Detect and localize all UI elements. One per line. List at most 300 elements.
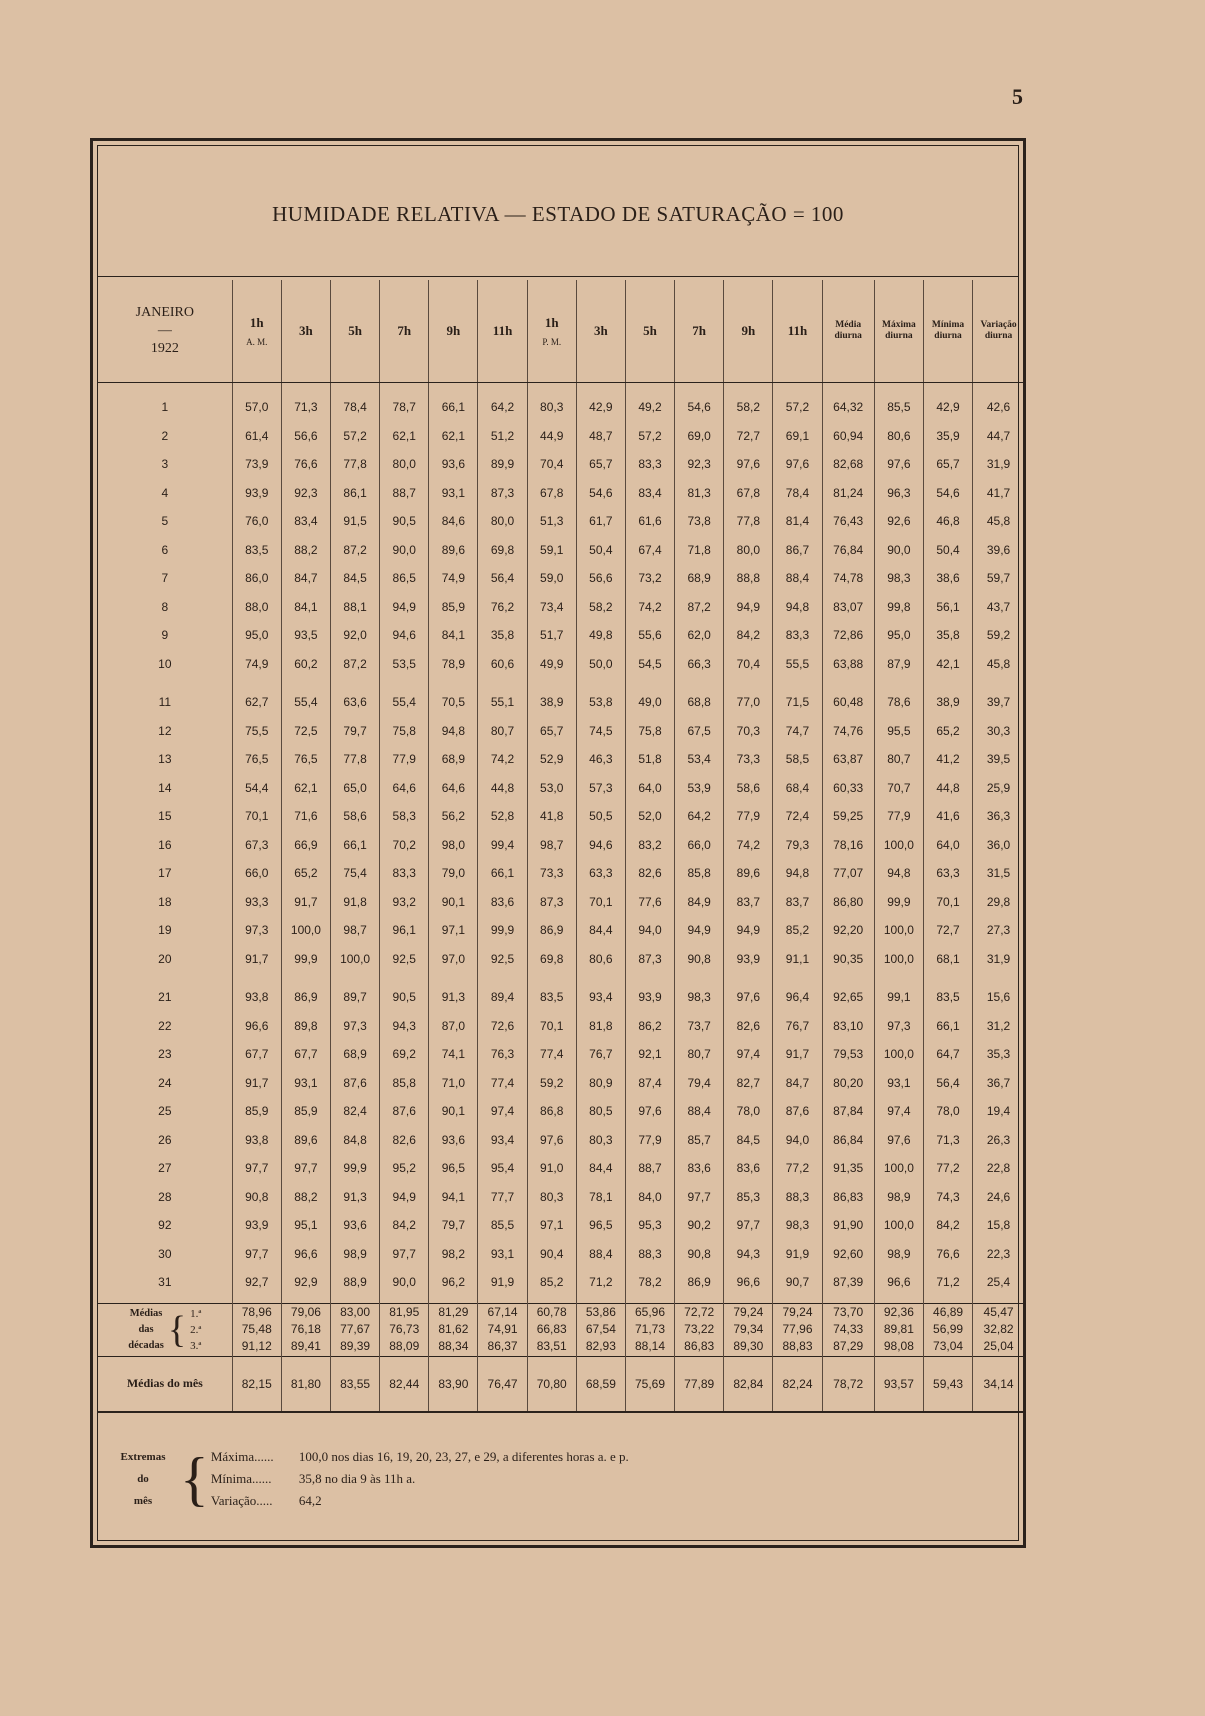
day-cell: 10 xyxy=(158,656,172,671)
value-cell: 25,9 xyxy=(973,774,1024,803)
decade-value: 73,22 xyxy=(684,1322,715,1336)
value-cell: 80,3 xyxy=(576,1126,625,1155)
value-cell: 60,94 xyxy=(822,422,874,451)
decade-value: 73,70 xyxy=(833,1305,864,1319)
value-cell: 74,2 xyxy=(724,831,773,860)
value-cell: 79,4 xyxy=(675,1069,724,1098)
table-row xyxy=(98,1183,1024,1212)
decade-label-word: das xyxy=(138,1323,154,1335)
extremes-lines xyxy=(211,1446,629,1512)
value-cell: 86,2 xyxy=(625,1012,674,1041)
value-cell: 72,86 xyxy=(822,621,874,650)
hour-header xyxy=(232,280,281,383)
value-cell: 77,9 xyxy=(625,1126,674,1155)
month-mean-cell: 82,44 xyxy=(380,1356,429,1412)
decade-value: 76,18 xyxy=(290,1322,321,1336)
value-cell: 97,6 xyxy=(527,1126,576,1155)
month-mean-cell: 81,80 xyxy=(281,1356,330,1412)
decade-value: 65,96 xyxy=(635,1305,666,1319)
value-cell: 97,3 xyxy=(874,1012,923,1041)
value-cell: 73,7 xyxy=(675,1012,724,1041)
value-cell: 83,6 xyxy=(478,888,527,917)
value-cell: 74,9 xyxy=(232,650,281,679)
value-cell: 100,0 xyxy=(874,916,923,945)
value-cell: 57,2 xyxy=(625,422,674,451)
value-cell: 91,7 xyxy=(773,1040,822,1069)
value-cell: 97,6 xyxy=(625,1097,674,1126)
value-cell: 87,6 xyxy=(380,1097,429,1126)
value-cell: 95,3 xyxy=(625,1211,674,1240)
hour-header-label: 11h xyxy=(492,323,513,338)
day-cell: 30 xyxy=(158,1246,172,1261)
month-mean-cell: 82,84 xyxy=(724,1356,773,1412)
month-name: JANEIRO xyxy=(135,305,195,320)
value-cell: 63,87 xyxy=(822,745,874,774)
extreme-max-key: Máxima...... xyxy=(210,1449,274,1464)
value-cell: 15,8 xyxy=(973,1211,1024,1240)
value-cell: 84,7 xyxy=(281,564,330,593)
value-cell: 38,9 xyxy=(527,688,576,717)
value-cell: 76,0 xyxy=(232,507,281,536)
hour-header-label: 7h xyxy=(692,323,707,338)
value-cell: 97,6 xyxy=(874,1126,923,1155)
hour-header-label: 11h xyxy=(787,323,808,338)
value-cell: 50,5 xyxy=(576,802,625,831)
value-cell: 80,6 xyxy=(874,422,923,451)
value-cell: 91,7 xyxy=(232,1069,281,1098)
value-cell: 84,5 xyxy=(724,1126,773,1155)
value-cell: 86,80 xyxy=(822,888,874,917)
decade-value-cell xyxy=(527,1303,576,1356)
value-cell: 81,24 xyxy=(822,479,874,508)
value-cell: 87,3 xyxy=(478,479,527,508)
day-cell: 24 xyxy=(158,1075,172,1090)
brace-icon: { xyxy=(167,1308,187,1351)
value-cell: 57,2 xyxy=(331,422,380,451)
value-cell: 92,1 xyxy=(625,1040,674,1069)
value-cell: 54,6 xyxy=(576,479,625,508)
value-cell: 77,7 xyxy=(478,1183,527,1212)
value-cell: 87,6 xyxy=(773,1097,822,1126)
value-cell: 94,9 xyxy=(380,1183,429,1212)
value-cell: 71,2 xyxy=(576,1268,625,1297)
value-cell: 96,6 xyxy=(232,1012,281,1041)
value-cell: 78,2 xyxy=(625,1268,674,1297)
table-row xyxy=(98,1012,1024,1041)
value-cell: 75,4 xyxy=(331,859,380,888)
value-cell: 86,7 xyxy=(773,536,822,565)
value-cell: 71,2 xyxy=(923,1268,972,1297)
table-row xyxy=(98,745,1024,774)
value-cell: 94,8 xyxy=(429,717,478,746)
value-cell: 55,6 xyxy=(625,621,674,650)
spacer-cell xyxy=(331,383,380,394)
value-cell: 53,8 xyxy=(576,688,625,717)
value-cell: 98,7 xyxy=(527,831,576,860)
hour-header xyxy=(380,280,429,383)
value-cell: 68,1 xyxy=(923,945,972,974)
value-cell: 91,7 xyxy=(281,888,330,917)
spacer-cell xyxy=(773,973,822,983)
value-cell: 53,0 xyxy=(527,774,576,803)
value-cell: 90,8 xyxy=(675,1240,724,1269)
decade-value: 73,04 xyxy=(933,1339,964,1353)
day-cell: 16 xyxy=(158,837,172,852)
value-cell: 61,7 xyxy=(576,507,625,536)
value-cell: 51,3 xyxy=(527,507,576,536)
value-cell: 93,6 xyxy=(429,1126,478,1155)
decade-ordinals xyxy=(190,1306,201,1354)
value-cell: 84,8 xyxy=(331,1126,380,1155)
value-cell: 65,2 xyxy=(281,859,330,888)
value-cell: 86,9 xyxy=(675,1268,724,1297)
decade-value: 25,04 xyxy=(983,1339,1014,1353)
value-cell: 86,5 xyxy=(380,564,429,593)
humidity-table xyxy=(98,280,1024,1413)
value-cell: 53,4 xyxy=(675,745,724,774)
value-cell: 82,6 xyxy=(625,859,674,888)
day-cell: 1 xyxy=(161,400,169,415)
decade-value: 79,24 xyxy=(782,1305,813,1319)
spacer-cell xyxy=(576,383,625,394)
extreme-var xyxy=(211,1490,629,1512)
value-cell: 95,1 xyxy=(281,1211,330,1240)
table-row xyxy=(98,1069,1024,1098)
value-cell: 100,0 xyxy=(331,945,380,974)
value-cell: 87,2 xyxy=(331,536,380,565)
value-cell: 64,0 xyxy=(923,831,972,860)
value-cell: 93,4 xyxy=(576,983,625,1012)
value-cell: 94,6 xyxy=(380,621,429,650)
header-row xyxy=(98,280,1024,383)
spacer-row xyxy=(98,678,1024,688)
value-cell: 88,0 xyxy=(232,593,281,622)
value-cell: 79,53 xyxy=(822,1040,874,1069)
month-mean-cell: 70,80 xyxy=(527,1356,576,1412)
value-cell: 88,8 xyxy=(724,564,773,593)
value-cell: 99,9 xyxy=(478,916,527,945)
value-cell: 66,0 xyxy=(232,859,281,888)
value-cell: 42,1 xyxy=(923,650,972,679)
value-cell: 100,0 xyxy=(874,1154,923,1183)
value-cell: 92,7 xyxy=(232,1268,281,1297)
value-cell: 68,4 xyxy=(773,774,822,803)
value-cell: 44,8 xyxy=(478,774,527,803)
decade-value-cell xyxy=(773,1303,822,1356)
value-cell: 91,9 xyxy=(478,1268,527,1297)
value-cell: 77,9 xyxy=(874,802,923,831)
value-cell: 88,7 xyxy=(625,1154,674,1183)
value-cell: 90,2 xyxy=(675,1211,724,1240)
table-row xyxy=(98,1097,1024,1126)
table-row xyxy=(98,450,1024,479)
spacer-cell xyxy=(973,973,1024,983)
value-cell: 78,7 xyxy=(380,393,429,422)
spacer-cell xyxy=(675,973,724,983)
spacer-cell xyxy=(576,678,625,688)
value-cell: 77,8 xyxy=(724,507,773,536)
value-cell: 77,4 xyxy=(478,1069,527,1098)
spacer-cell xyxy=(478,973,527,983)
value-cell: 69,1 xyxy=(773,422,822,451)
value-cell: 83,07 xyxy=(822,593,874,622)
value-cell: 66,9 xyxy=(281,831,330,860)
value-cell: 98,9 xyxy=(874,1183,923,1212)
value-cell: 94,8 xyxy=(773,859,822,888)
day-cell: 26 xyxy=(158,1132,172,1147)
value-cell: 67,4 xyxy=(625,536,674,565)
day-cell: 6 xyxy=(161,542,169,557)
page-number: 5 xyxy=(1012,84,1023,109)
value-cell: 90,8 xyxy=(675,945,724,974)
value-cell: 98,3 xyxy=(874,564,923,593)
value-cell: 93,1 xyxy=(281,1069,330,1098)
value-cell: 41,6 xyxy=(923,802,972,831)
month-mean-cell: 75,69 xyxy=(625,1356,674,1412)
value-cell: 94,8 xyxy=(773,593,822,622)
value-cell: 97,4 xyxy=(478,1097,527,1126)
value-cell: 57,2 xyxy=(773,393,822,422)
value-cell: 72,7 xyxy=(724,422,773,451)
value-cell: 84,1 xyxy=(429,621,478,650)
day-cell: 19 xyxy=(158,923,172,938)
value-cell: 58,6 xyxy=(724,774,773,803)
value-cell: 71,6 xyxy=(281,802,330,831)
hour-header-label: 9h xyxy=(446,323,461,338)
spacer-cell xyxy=(923,383,972,394)
value-cell: 55,5 xyxy=(773,650,822,679)
spacer-cell xyxy=(98,678,232,688)
value-cell: 73,3 xyxy=(527,859,576,888)
value-cell: 87,0 xyxy=(429,1012,478,1041)
month-mean-cell: 82,15 xyxy=(232,1356,281,1412)
spacer-cell xyxy=(625,383,674,394)
value-cell: 91,5 xyxy=(331,507,380,536)
value-cell: 94,1 xyxy=(429,1183,478,1212)
value-cell: 43,7 xyxy=(973,593,1024,622)
value-cell: 97,7 xyxy=(232,1240,281,1269)
value-cell: 80,3 xyxy=(527,393,576,422)
spacer-cell xyxy=(973,678,1024,688)
value-cell: 97,4 xyxy=(724,1040,773,1069)
value-cell: 75,8 xyxy=(380,717,429,746)
value-cell: 97,6 xyxy=(874,450,923,479)
value-cell: 83,4 xyxy=(625,479,674,508)
month-means-label: Médias do mês xyxy=(98,1356,232,1412)
table-row xyxy=(98,393,1024,422)
value-cell: 89,4 xyxy=(478,983,527,1012)
value-cell: 62,1 xyxy=(380,422,429,451)
value-cell: 83,5 xyxy=(923,983,972,1012)
spacer-cell xyxy=(380,973,429,983)
value-cell: 99,9 xyxy=(874,888,923,917)
table-row xyxy=(98,1211,1024,1240)
decade-value: 72,72 xyxy=(684,1305,715,1319)
decade-ordinal: 3.ª xyxy=(190,1339,202,1352)
value-cell: 77,2 xyxy=(923,1154,972,1183)
day-cell: 18 xyxy=(158,894,172,909)
value-cell: 82,7 xyxy=(724,1069,773,1098)
value-cell: 49,9 xyxy=(527,650,576,679)
value-cell: 60,6 xyxy=(478,650,527,679)
decade-value-cell xyxy=(576,1303,625,1356)
value-cell: 83,3 xyxy=(773,621,822,650)
value-cell: 58,2 xyxy=(576,593,625,622)
decade-value: 45,47 xyxy=(983,1305,1014,1319)
brace-icon: { xyxy=(180,1446,209,1512)
summary-header xyxy=(822,280,874,383)
value-cell: 98,2 xyxy=(429,1240,478,1269)
extremes-label-2: do xyxy=(137,1473,149,1485)
value-cell: 93,8 xyxy=(232,1126,281,1155)
value-cell: 91,8 xyxy=(331,888,380,917)
decade-value: 98,08 xyxy=(883,1339,914,1353)
value-cell: 70,1 xyxy=(576,888,625,917)
value-cell: 63,88 xyxy=(822,650,874,679)
value-cell: 83,4 xyxy=(281,507,330,536)
value-cell: 60,48 xyxy=(822,688,874,717)
value-cell: 97,7 xyxy=(281,1154,330,1183)
value-cell: 88,3 xyxy=(625,1240,674,1269)
value-cell: 91,9 xyxy=(773,1240,822,1269)
spacer-row xyxy=(98,383,1024,394)
month-mean-cell: 59,43 xyxy=(923,1356,972,1412)
day-cell: 20 xyxy=(158,951,172,966)
value-cell: 70,3 xyxy=(724,717,773,746)
value-cell: 56,1 xyxy=(923,593,972,622)
decade-value-cell xyxy=(478,1303,527,1356)
value-cell: 99,8 xyxy=(874,593,923,622)
value-cell: 90,0 xyxy=(380,536,429,565)
spacer-cell xyxy=(724,973,773,983)
value-cell: 83,3 xyxy=(380,859,429,888)
value-cell: 89,8 xyxy=(281,1012,330,1041)
value-cell: 82,68 xyxy=(822,450,874,479)
decade-value-cell xyxy=(232,1303,281,1356)
value-cell: 88,4 xyxy=(675,1097,724,1126)
decade-value: 83,51 xyxy=(536,1339,567,1353)
value-cell: 84,9 xyxy=(675,888,724,917)
spacer-cell xyxy=(232,383,281,394)
value-cell: 85,7 xyxy=(675,1126,724,1155)
value-cell: 80,0 xyxy=(478,507,527,536)
value-cell: 36,3 xyxy=(973,802,1024,831)
decade-value: 89,41 xyxy=(290,1339,321,1353)
value-cell: 74,9 xyxy=(429,564,478,593)
summary-header xyxy=(973,280,1024,383)
value-cell: 70,1 xyxy=(923,888,972,917)
value-cell: 62,0 xyxy=(675,621,724,650)
value-cell: 80,7 xyxy=(478,717,527,746)
decade-value: 60,78 xyxy=(536,1305,567,1319)
spacer-cell xyxy=(874,383,923,394)
extremes-block xyxy=(112,1446,1012,1512)
spacer-cell xyxy=(429,383,478,394)
spacer-cell xyxy=(331,973,380,983)
value-cell: 80,0 xyxy=(380,450,429,479)
hour-header xyxy=(478,280,527,383)
decade-value: 32,82 xyxy=(983,1322,1014,1336)
value-cell: 95,4 xyxy=(478,1154,527,1183)
value-cell: 83,6 xyxy=(724,1154,773,1183)
value-cell: 51,8 xyxy=(625,745,674,774)
decade-ordinal: 1.ª xyxy=(190,1307,202,1320)
decade-value-cell xyxy=(724,1303,773,1356)
value-cell: 74,2 xyxy=(625,593,674,622)
hour-header xyxy=(576,280,625,383)
value-cell: 96,5 xyxy=(429,1154,478,1183)
spacer-cell xyxy=(380,383,429,394)
value-cell: 93,5 xyxy=(281,621,330,650)
value-cell: 100,0 xyxy=(874,1040,923,1069)
spacer-cell xyxy=(527,383,576,394)
value-cell: 76,2 xyxy=(478,593,527,622)
value-cell: 51,7 xyxy=(527,621,576,650)
day-cell: 92 xyxy=(158,1218,172,1233)
value-cell: 56,4 xyxy=(923,1069,972,1098)
value-cell: 70,5 xyxy=(429,688,478,717)
value-cell: 76,6 xyxy=(281,450,330,479)
value-cell: 66,1 xyxy=(923,1012,972,1041)
value-cell: 84,0 xyxy=(625,1183,674,1212)
hour-header-label: 7h xyxy=(397,323,412,338)
day-cell: 8 xyxy=(161,599,169,614)
value-cell: 97,7 xyxy=(380,1240,429,1269)
value-cell: 96,4 xyxy=(773,983,822,1012)
value-cell: 56,6 xyxy=(281,422,330,451)
spacer-cell xyxy=(429,678,478,688)
value-cell: 95,5 xyxy=(874,717,923,746)
value-cell: 60,2 xyxy=(281,650,330,679)
value-cell: 29,8 xyxy=(973,888,1024,917)
value-cell: 52,8 xyxy=(478,802,527,831)
value-cell: 78,9 xyxy=(429,650,478,679)
value-cell: 36,7 xyxy=(973,1069,1024,1098)
value-cell: 77,8 xyxy=(331,745,380,774)
hour-header-label: 9h xyxy=(741,323,756,338)
value-cell: 76,3 xyxy=(478,1040,527,1069)
value-cell: 93,3 xyxy=(232,888,281,917)
value-cell: 97,0 xyxy=(429,945,478,974)
value-cell: 49,0 xyxy=(625,688,674,717)
value-cell: 62,7 xyxy=(232,688,281,717)
hour-header xyxy=(675,280,724,383)
value-cell: 87,84 xyxy=(822,1097,874,1126)
value-cell: 83,7 xyxy=(773,888,822,917)
value-cell: 87,6 xyxy=(331,1069,380,1098)
decade-value-cell xyxy=(822,1303,874,1356)
table-row xyxy=(98,1040,1024,1069)
day-cell: 21 xyxy=(158,990,172,1005)
spacer-cell xyxy=(281,383,330,394)
day-cell: 4 xyxy=(161,485,169,500)
value-cell: 80,20 xyxy=(822,1069,874,1098)
value-cell: 89,6 xyxy=(281,1126,330,1155)
value-cell: 55,4 xyxy=(380,688,429,717)
value-cell: 85,3 xyxy=(724,1183,773,1212)
value-cell: 86,8 xyxy=(527,1097,576,1126)
value-cell: 83,10 xyxy=(822,1012,874,1041)
value-cell: 58,2 xyxy=(724,393,773,422)
hour-header xyxy=(773,280,822,383)
value-cell: 54,6 xyxy=(675,393,724,422)
decade-value: 74,33 xyxy=(833,1322,864,1336)
value-cell: 92,3 xyxy=(675,450,724,479)
value-cell: 64,6 xyxy=(380,774,429,803)
value-cell: 66,1 xyxy=(478,859,527,888)
spacer-cell xyxy=(923,678,972,688)
value-cell: 55,4 xyxy=(281,688,330,717)
